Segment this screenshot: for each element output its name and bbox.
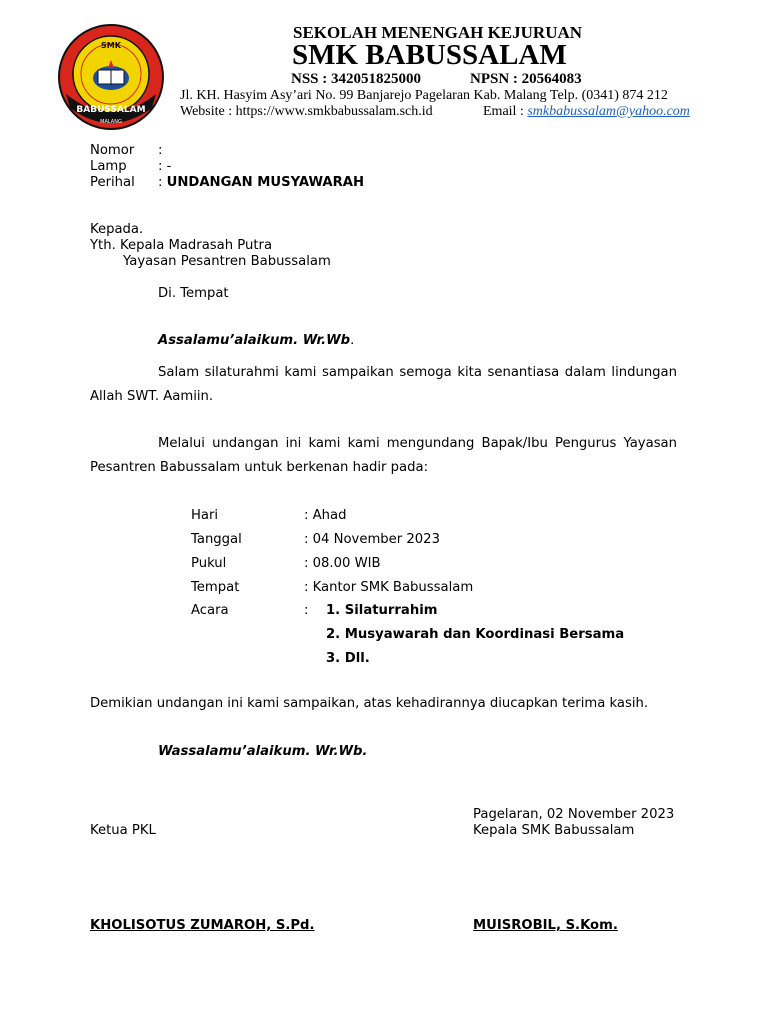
greeting-dot: . [350, 333, 355, 348]
pukul-value: : 08.00 WIB [304, 556, 381, 571]
email-label: Email : [483, 104, 528, 119]
closing-thanks: Demikian undangan ini kami sampaikan, atas kehadirannya diucapkan terima kasih. [90, 696, 649, 711]
para1-line2: Allah SWT. Aamiin. [90, 389, 214, 404]
letterhead-school-type: SEKOLAH MENENGAH KEJURUAN [293, 23, 583, 42]
tanggal-value: : 04 November 2023 [304, 532, 440, 547]
lamp-value: : - [158, 159, 172, 174]
logo-ring-text: BABUSSALAM [76, 105, 146, 115]
para2-line1: Melalui undangan ini kami kami mengundang Bapak/Ibu Pengurus Yayasan [158, 436, 677, 451]
hari-label: Hari [191, 508, 219, 523]
recipient-place: Di. Tempat [158, 286, 229, 301]
nomor-label: Nomor [90, 143, 135, 158]
signature-right-name: MUISROBIL, S.Kom. [473, 918, 618, 933]
email-link[interactable]: smkbabussalam@yahoo.com [527, 104, 690, 119]
tempat-label: Tempat [191, 580, 240, 595]
acara-item-3: 3. Dll. [326, 651, 370, 666]
school-logo [56, 22, 166, 132]
letterhead-email [483, 104, 690, 120]
pukul-label: Pukul [191, 556, 227, 571]
signature-left-title: Ketua PKL [90, 823, 156, 838]
letterhead-school-name: SMK BABUSSALAM [292, 39, 567, 71]
signature-left-name: KHOLISOTUS ZUMAROH, S.Pd. [90, 918, 315, 933]
letterhead-address: Jl. KH. Hasyim Asy’ari No. 99 Banjarejo Pagelaran Kab. Malang Telp. (0341) 874 212 [180, 88, 668, 103]
perihal-colon: : [158, 175, 167, 190]
acara-label: Acara [191, 603, 229, 618]
greeting [158, 333, 354, 348]
para2-line2: Pesantren Babussalam untuk berkenan hadir pada: [90, 460, 429, 475]
logo-bottom-text: MALANG [100, 119, 122, 125]
letterhead-nss: NSS : 342051825000 [291, 71, 422, 87]
para1-line1: Salam silaturahmi kami sampaikan semoga kita senantiasa dalam lindungan [158, 365, 677, 380]
nomor-value: : [158, 143, 163, 158]
greeting-text: Assalamu’alaikum. Wr.Wb [158, 333, 351, 348]
perihal-value [158, 175, 364, 190]
signature-right-title: Kepala SMK Babussalam [473, 823, 635, 838]
logo-top-text: SMK [101, 41, 121, 50]
tempat-value: : Kantor SMK Babussalam [304, 580, 474, 595]
recipient-line2: Yayasan Pesantren Babussalam [123, 254, 331, 269]
letterhead-website: Website : https://www.smkbabussalam.sch.id [180, 104, 433, 119]
recipient-kepada: Kepada. [90, 222, 144, 237]
lamp-label: Lamp [90, 159, 127, 174]
tanggal-label: Tanggal [191, 532, 242, 547]
perihal-subject: UNDANGAN MUSYAWARAH [166, 175, 365, 190]
signature-date-place: Pagelaran, 02 November 2023 [473, 807, 675, 822]
hari-value: : Ahad [304, 508, 347, 523]
letterhead-npsn: NPSN : 20564083 [470, 71, 582, 87]
perihal-label: Perihal [90, 175, 135, 190]
acara-item-1: 1. Silaturrahim [326, 603, 438, 618]
recipient-line1: Yth. Kepala Madrasah Putra [90, 238, 273, 253]
acara-colon: : [304, 603, 309, 618]
acara-item-2: 2. Musyawarah dan Koordinasi Bersama [326, 627, 625, 642]
closing-farewell: Wassalamu’alaikum. Wr.Wb. [158, 744, 368, 759]
